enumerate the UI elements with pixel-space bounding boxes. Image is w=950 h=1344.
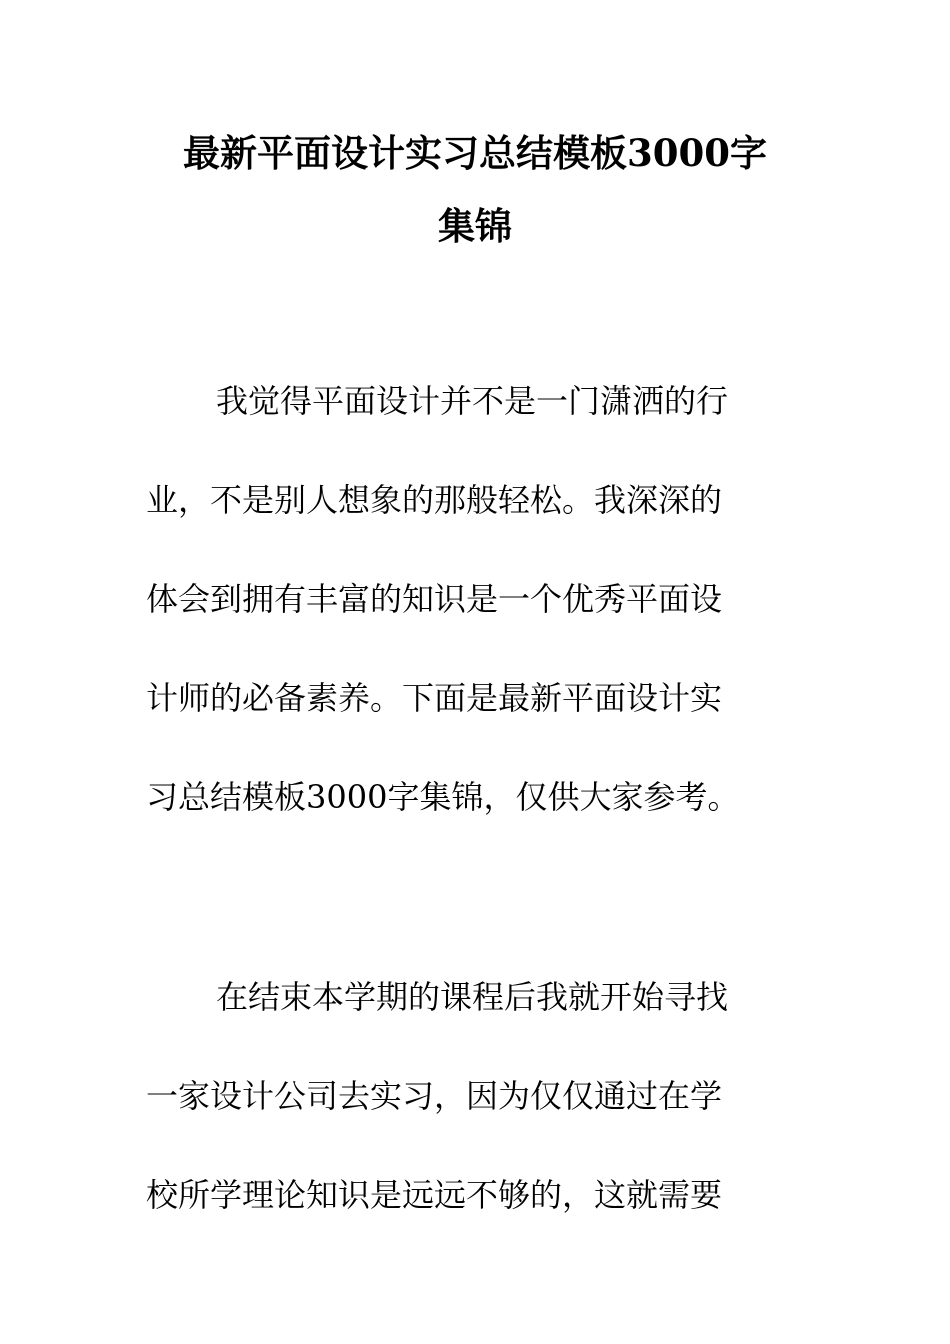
document-title-line-2: 集锦 [438, 204, 512, 248]
paragraph-line: 我觉得平面设计并不是一门潇洒的行 [216, 382, 729, 420]
paragraph-line: 业，不是别人想象的那般轻松。我深深的 [146, 481, 723, 519]
paragraph-line: 一家设计公司去实习，因为仅仅通过在学 [146, 1077, 723, 1115]
paragraph-intro [146, 352, 786, 847]
paragraph-line: 校所学理论知识是远远不够的，这就需要 [146, 1176, 723, 1214]
document-title-line-1: 最新平面设计实习总结模板3000字 [183, 131, 767, 175]
paragraph-line: 体会到拥有丰富的知识是一个优秀平面设 [146, 580, 723, 618]
paragraph-line: 计师的必备素养。下面是最新平面设计实 [146, 679, 723, 717]
paragraph-line: 习总结模板3000字集锦，仅供大家参考。 [146, 778, 740, 816]
paragraph-body [146, 948, 786, 1245]
paragraph-line: 在结束本学期的课程后我就开始寻找 [216, 978, 729, 1016]
